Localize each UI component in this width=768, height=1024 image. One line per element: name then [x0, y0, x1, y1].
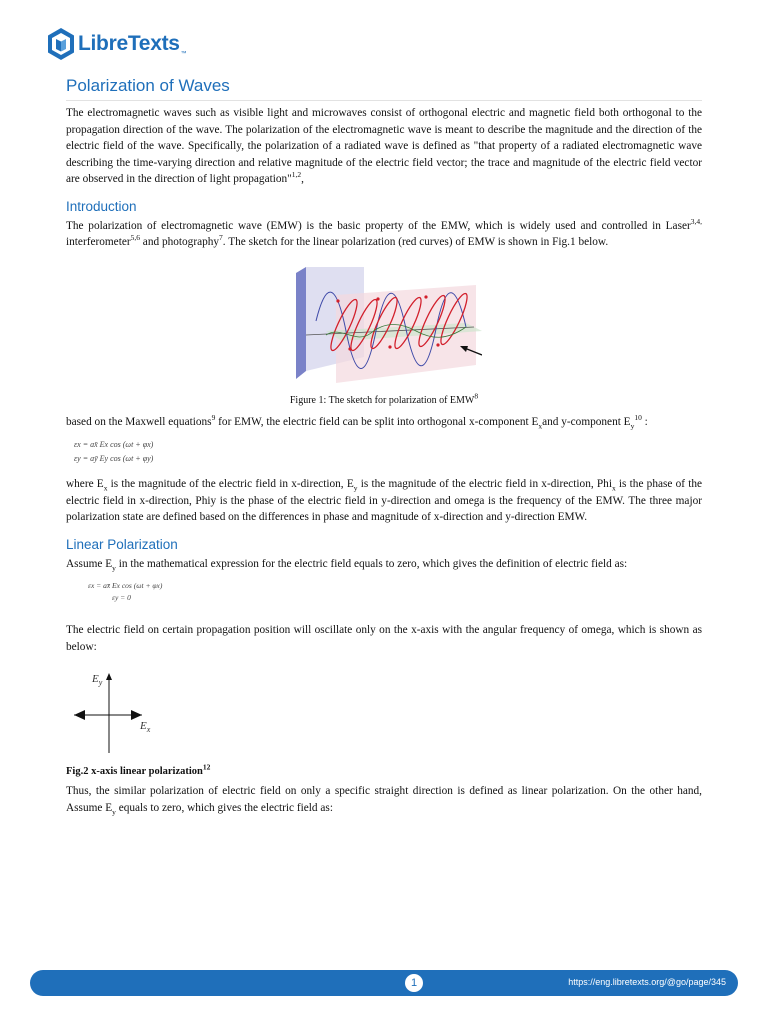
where-paragraph — [66, 476, 702, 526]
citation[interactable]: 3,4, — [690, 216, 702, 226]
where-text-d: is the phase of the electric field in x-direction, Phiy is the phase of the electric field in y-direction and omega is the frequency of the EMW. The three major polarization state are defined based on the differences in phase and magnitude of x-direction and y-direction EMW. — [66, 478, 703, 523]
equation-block-1 — [74, 438, 702, 466]
figure-2-caption-text: Fig.2 x-axis linear polarization — [66, 766, 203, 777]
oscillate-paragraph: The electric field on certain propagation position will oscillate only on the x-axis with the angular frequency of omega, which is shown as below: — [66, 624, 702, 653]
subscript: y — [353, 483, 358, 493]
y-axis-label: $E_y$ — [92, 673, 103, 687]
libretexts-logo-icon — [46, 27, 76, 61]
article — [66, 76, 702, 816]
citation[interactable]: 10 — [634, 412, 642, 422]
axis-diagram — [68, 669, 168, 755]
linear-text-b: in the mathematical expression for the electric field equals to zero, which gives the definition of electric field as: — [115, 557, 628, 570]
linear-paragraph — [66, 556, 702, 573]
citation[interactable]: 12 — [202, 762, 211, 772]
subscript: x — [103, 483, 108, 493]
equation-block-2 — [88, 580, 178, 604]
linear-text-a: Assume E — [66, 557, 113, 570]
subscript: x — [538, 420, 543, 430]
libretexts-logo[interactable] — [46, 27, 187, 61]
citation[interactable]: 5,6 — [130, 233, 140, 243]
polarization-sketch — [286, 261, 482, 389]
where-text-a: where E — [66, 478, 104, 490]
citation[interactable]: 7 — [219, 233, 223, 243]
maxwell-paragraph — [66, 414, 702, 431]
figure-1-caption-text: Figure 1: The sketch for polarization of EMW — [289, 394, 475, 406]
section-heading-linear-polarization: Linear Polarization — [66, 536, 178, 552]
section-heading-introduction: Introduction — [66, 198, 137, 214]
intro-end: , — [301, 173, 304, 185]
equation-line: εy = 0 — [112, 593, 131, 602]
citation[interactable]: 9 — [211, 412, 216, 422]
intro-paragraph — [66, 105, 702, 188]
page-title: Polarization of Waves — [66, 76, 702, 101]
page-footer — [30, 970, 738, 996]
final-text-a: Thus, the similar polarization of electric field on only a specific straight direction is defined as linear polarization. On the other hand, Assume E — [66, 785, 702, 814]
intro-p-text-c: and photography — [139, 236, 220, 248]
x-axis-label: $E_x$ — [140, 720, 151, 734]
subscript: y — [630, 420, 635, 430]
intro-text: The electromagnetic waves such as visible light and microwaves consist of orthogonal electric and magnetic field both orthogonal to the propagation direction of the wave. The polarization of the electromagnetic wave is meant to describe the magnitude and the direction of the electric field of the wave. Specifically, the polarization of a radiated wave is defined as "that property of a radiated electromagnetic wave describing the time-varying direction and relative magnitude of the electric field vector; the trace and magnitude of the electric field vector are observed in the direction of light propagation" — [66, 107, 702, 185]
figure-2 — [68, 669, 702, 760]
equation-line: εy = aȳ Ey cos (ωt + φy) — [74, 454, 154, 463]
where-text-c: is the magnitude of the electric field in x-direction, Phi — [357, 478, 612, 490]
footer-url-link[interactable]: https://eng.libretexts.org/@go/page/345 — [568, 977, 726, 987]
intro-p-text-d: . The sketch for the linear polarization (red curves) of EMW is shown in Fig.1 below. — [222, 236, 609, 248]
final-paragraph — [66, 783, 702, 816]
equation-line: εx = ax̄ Ex cos (ωt + φx) — [88, 581, 163, 590]
subscript: y — [112, 562, 116, 572]
figure-2-caption — [66, 762, 702, 777]
equation-line: εx = ax̄ Ex cos (ωt + φx) — [74, 440, 154, 449]
figure-1 — [66, 261, 702, 406]
logo-trademark: ™ — [180, 51, 187, 57]
subscript: x — [611, 483, 616, 493]
final-text-b: equals to zero, which gives the electric field as: — [115, 801, 333, 814]
intro-p-text-b: interferometer — [66, 236, 131, 248]
maxwell-text-c: and y-component E — [542, 415, 631, 428]
introduction-paragraph — [66, 218, 702, 251]
maxwell-text-d: : — [641, 415, 648, 428]
page-number: 1 — [405, 974, 423, 992]
subscript: y — [112, 806, 116, 816]
citation[interactable]: 8 — [474, 391, 479, 401]
figure-1-caption — [66, 391, 702, 406]
maxwell-text-a: based on the Maxwell equations — [66, 415, 212, 428]
logo-text: LibreTexts — [78, 32, 180, 55]
citation[interactable]: 1,2 — [291, 170, 302, 180]
where-text-b: is the magnitude of the electric field in x-direction, E — [107, 478, 354, 490]
maxwell-text-b: for EMW, the electric field can be split into orthogonal x-component E — [215, 415, 539, 428]
intro-p-text-a: The polarization of electromagnetic wave (EMW) is the basic property of the EMW, which is widely used and controlled in Laser — [66, 219, 691, 232]
